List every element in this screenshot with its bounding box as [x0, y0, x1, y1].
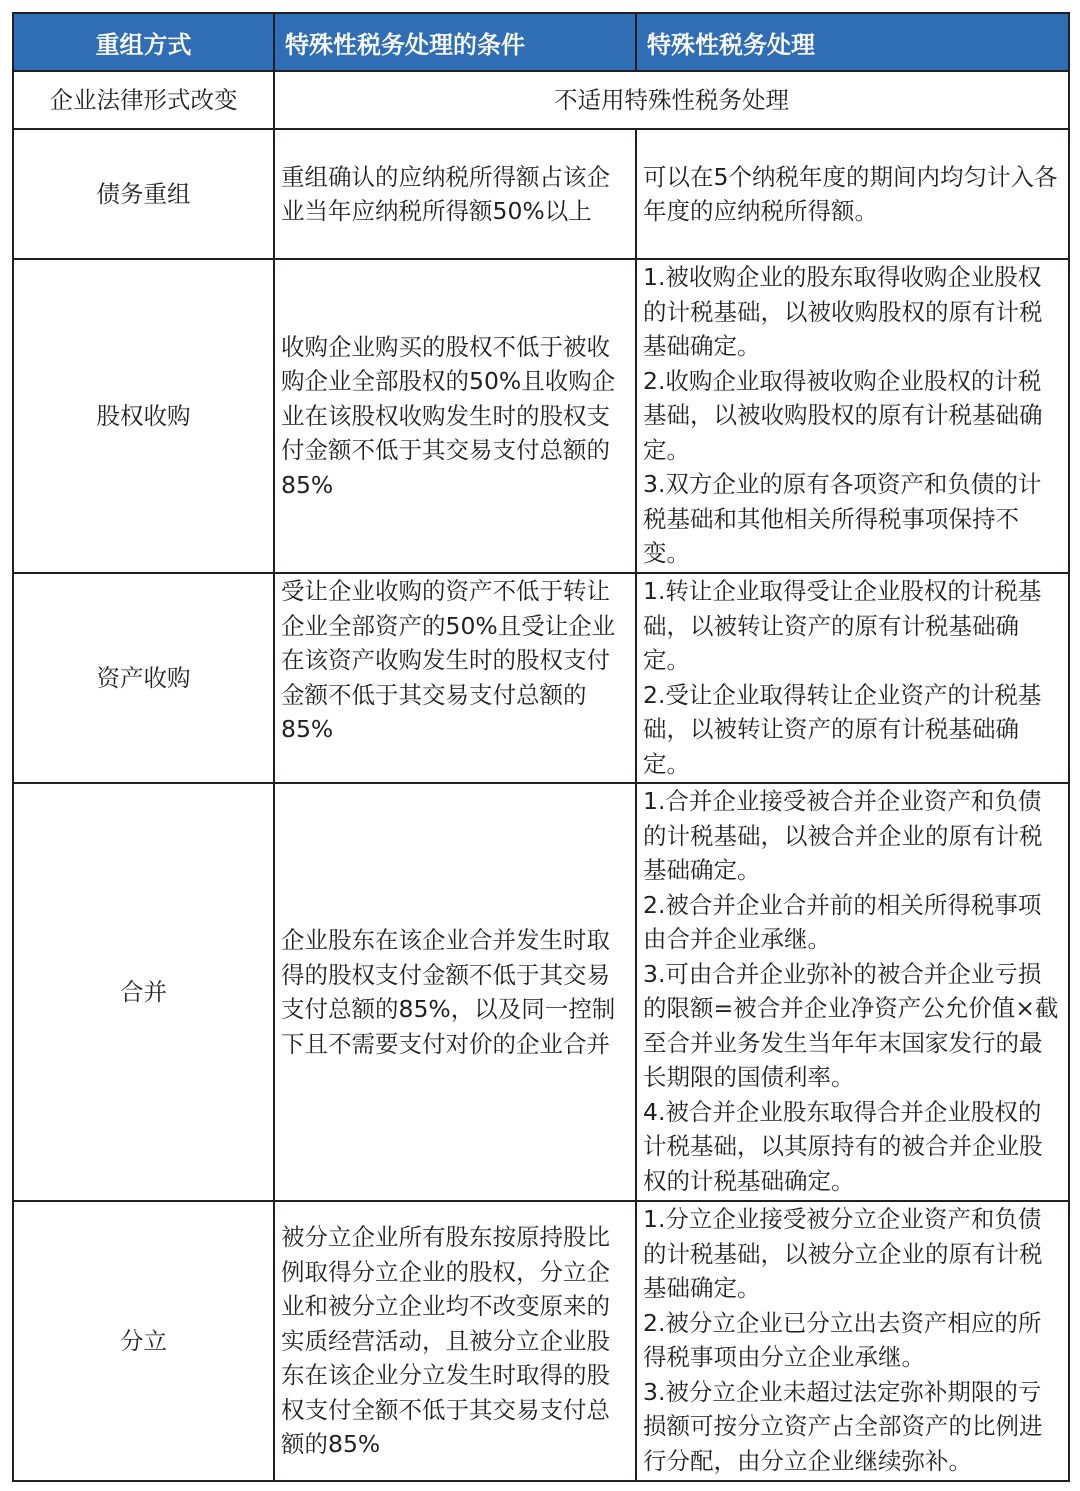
treatment-item: 3.可由合并企业弥补的被合并企业亏损的限额=被合并企业净资产公允价值×截至合并业务发生当年年末国家发行的最长期限的国债利率。: [643, 959, 1059, 1091]
condition-cell: 企业股东在该企业合并发生时取得的股权支付金额不低于其交易支付总额的85%，以及同一控制下且不需要支付对价的企业合并: [274, 783, 636, 1201]
treatment-cell: [636, 129, 1069, 259]
header-row: [13, 13, 1069, 71]
treatment-cell: [636, 1201, 1069, 1481]
treatment-item: 1.转让企业取得受让企业股权的计税基础，以被转让资产的原有计税基础确定。: [643, 577, 1042, 674]
table-row: [13, 259, 1069, 573]
header-reorg-type: 重组方式: [13, 13, 274, 71]
treatment-item: 1.被收购企业的股东取得收购企业股权的计税基础，以被收购股权的原有计税基础确定。: [643, 263, 1043, 360]
treatment-item: 2.被合并企业合并前的相关所得税事项由合并企业承继。: [643, 890, 1042, 953]
table-row: [13, 71, 1069, 129]
reorg-type-cell: 合并: [13, 783, 274, 1201]
treatment-cell: [636, 573, 1069, 783]
header-treatment: 特殊性税务处理: [636, 13, 1069, 71]
condition-cell: 被分立企业所有股东按原持股比例取得分立企业的股权，分立企业和被分立企业均不改变原来的实质经营活动，且被分立企业股东在该企业分立发生时取得的股权支付全额不低于其交易支付总额的85%: [274, 1201, 636, 1481]
reorg-type-cell: 分立: [13, 1201, 274, 1481]
condition-cell: 受让企业收购的资产不低于转让企业全部资产的50%且受让企业在该资产收购发生时的股权支付金额不低于其交易支付总额的85%: [274, 573, 636, 783]
reorg-type-cell: 债务重组: [13, 129, 274, 259]
table-row: [13, 783, 1069, 1201]
condition-cell: 收购企业购买的股权不低于被收购企业全部股权的50%且收购企业在该股权收购发生时的股权支付金额不低于其交易支付总额的85%: [274, 259, 636, 573]
treatment-item: 1.分立企业接受被分立企业资产和负债的计税基础，以被分立企业的原有计税基础确定。: [643, 1205, 1043, 1302]
treatment-item: 1.合并企业接受被合并企业资产和负债的计税基础，以被合并企业的原有计税基础确定。: [643, 787, 1043, 884]
header-conditions: 特殊性税务处理的条件: [274, 13, 636, 71]
treatment-cell: [636, 783, 1069, 1201]
treatment-item: 2.被分立企业已分立出去资产相应的所得税事项由分立企业承继。: [643, 1308, 1042, 1371]
reorg-type-cell: 企业法律形式改变: [13, 71, 274, 129]
reorg-type-cell: 资产收购: [13, 573, 274, 783]
treatment-item: 3.双方企业的原有各项资产和负债的计税基础和其他相关所得税事项保持不变。: [643, 470, 1042, 567]
table-row: [13, 129, 1069, 259]
table-row: [13, 573, 1069, 783]
tax-treatment-table: [12, 12, 1070, 1482]
table-row: [13, 1201, 1069, 1481]
treatment-item: 2.受让企业取得转让企业资产的计税基础，以被转让资产的原有计税基础确定。: [643, 680, 1042, 778]
treatment-item: 3.被分立企业未超过法定弥补期限的亏损额可按分立资产占全部资产的比例进行分配，由分立企业继续弥补。: [643, 1377, 1043, 1475]
treatment-cell: [636, 259, 1069, 573]
treatment-item: 可以在5个纳税年度的期间内均匀计入各年度的应纳税所得额。: [643, 162, 1058, 225]
not-applicable-cell: 不适用特殊性税务处理: [274, 71, 1069, 129]
reorg-type-cell: 股权收购: [13, 259, 274, 573]
treatment-item: 2.收购企业取得被收购企业股权的计税基础，以被收购股权的原有计税基础确定。: [643, 366, 1043, 464]
treatment-item: 4.被合并企业股东取得合并企业股权的计税基础，以其原持有的被合并企业股权的计税基础确定。: [643, 1097, 1043, 1195]
condition-cell: 重组确认的应纳税所得额占该企业当年应纳税所得额50%以上: [274, 129, 636, 259]
